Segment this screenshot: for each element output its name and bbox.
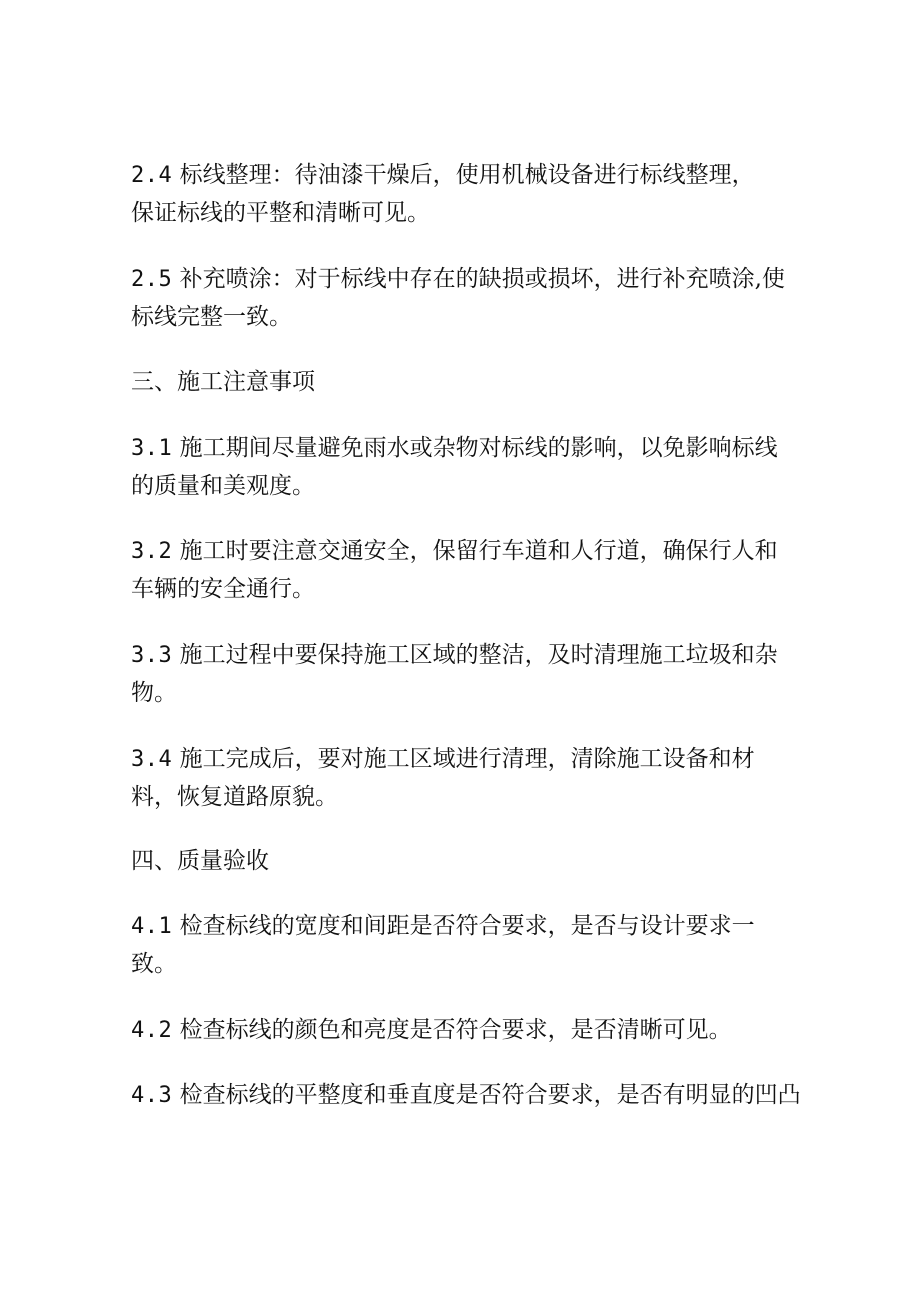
paragraph-line (131, 636, 778, 674)
section-number: 4.2 (131, 1018, 173, 1043)
paragraph-line: 保证标线的平整和清晰可见。 (131, 200, 430, 226)
section-heading-3 (131, 363, 315, 401)
paragraph-line: 的质量和美观度。 (131, 473, 315, 499)
paragraph-line: 物。 (131, 680, 177, 706)
paragraph-3-2 (131, 532, 778, 608)
line-text: 检查标线的颜色和亮度是否符合要求，是否清晰可见。 (179, 1017, 732, 1043)
line-text: 施工时要注意交通安全，保留行车道和人行道，确保行人和 (179, 538, 778, 564)
line-text: 施工完成后，要对施工区域进行清理，清除施工设备和材 (179, 746, 755, 772)
line-text: 检查标线的平整度和垂直度是否符合要求，是否有明显的凹凸 (179, 1082, 801, 1108)
paragraph-3-3 (131, 636, 778, 712)
heading-text: 四、质量验收 (131, 848, 269, 874)
paragraph-line: 车辆的安全通行。 (131, 576, 315, 602)
line-text: 施工期间尽量避免雨水或杂物对标线的影响，以免影响标线 (179, 435, 778, 461)
paragraph-line (131, 532, 778, 570)
paragraph-4-2 (131, 1011, 732, 1049)
paragraph-line: 料，恢复道路原貌。 (131, 784, 338, 810)
paragraph-2-4 (131, 156, 755, 232)
paragraph-4-3 (131, 1076, 801, 1114)
paragraph-4-1 (131, 907, 755, 983)
section-number: 3.4 (131, 747, 173, 772)
paragraph-3-1 (131, 429, 778, 505)
section-number: 2.5 (131, 267, 173, 292)
paragraph-line (131, 740, 755, 778)
paragraph-line (131, 156, 755, 194)
section-number: 3.3 (131, 643, 173, 668)
paragraph-line: 标线完整一致。 (131, 304, 292, 330)
section-number: 4.3 (131, 1083, 173, 1108)
paragraph-line (131, 260, 785, 298)
paragraph-2-5 (131, 260, 785, 336)
section-number: 2.4 (131, 163, 173, 188)
paragraph-line (131, 1076, 801, 1114)
paragraph-line (131, 429, 778, 467)
paragraph-line: 致。 (131, 951, 177, 977)
line-text: 标线整理：待油漆干燥后，使用机械设备进行标线整理， (179, 162, 755, 188)
heading-text: 三、施工注意事项 (131, 369, 315, 395)
paragraph-line (131, 907, 755, 945)
line-text: 检查标线的宽度和间距是否符合要求，是否与设计要求一 (179, 913, 755, 939)
line-text: 施工过程中要保持施工区域的整洁，及时清理施工垃圾和杂 (179, 642, 778, 668)
paragraph-line (131, 1011, 732, 1049)
section-heading-4 (131, 842, 269, 880)
paragraph-3-4 (131, 740, 755, 816)
section-number: 4.1 (131, 914, 173, 939)
section-number: 3.1 (131, 436, 173, 461)
line-text: 补充喷涂：对于标线中存在的缺损或损坏，进行补充喷涂,使 (179, 266, 785, 292)
section-number: 3.2 (131, 539, 173, 564)
